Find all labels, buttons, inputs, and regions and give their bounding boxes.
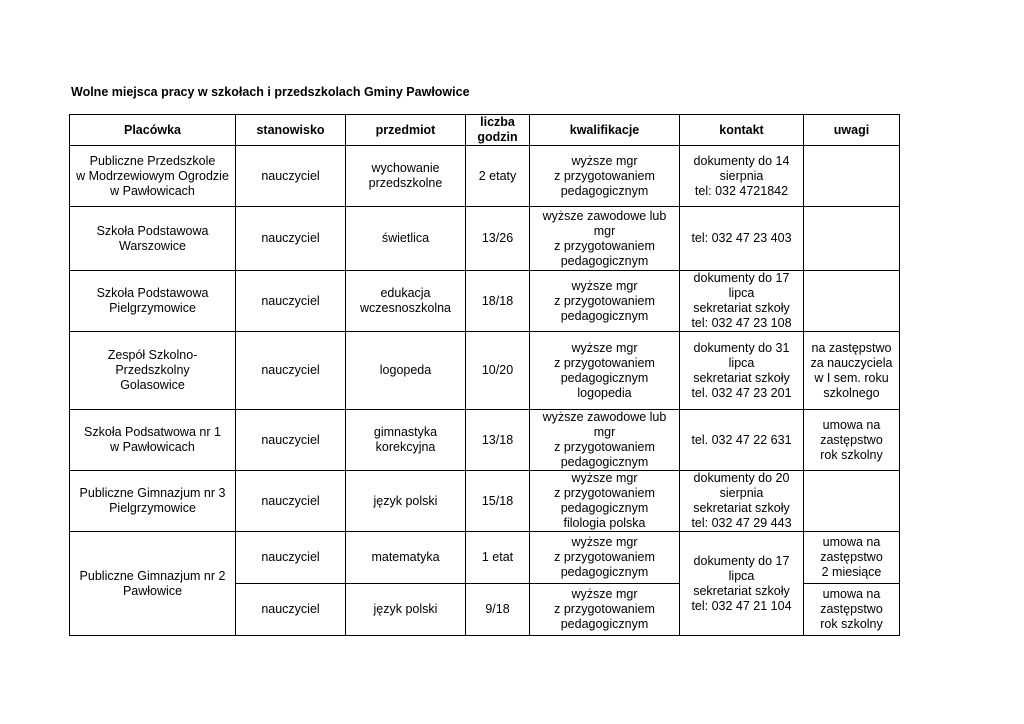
cell-godziny: 9/18 <box>466 584 530 636</box>
cell-uwagi: umowa na zastępstwo 2 miesiące <box>804 532 900 584</box>
cell-kontakt-group: dokumenty do 17 lipca sekretariat szkoły tel: 032 47 21 104 <box>680 532 804 636</box>
cell-kwalifikacje: wyższe mgr z przygotowaniem pedagogicznym <box>530 532 680 584</box>
cell-kontakt: dokumenty do 20 sierpnia sekretariat szkoły tel: 032 47 29 443 <box>680 471 804 532</box>
table-row <box>70 332 900 410</box>
cell-godziny: 15/18 <box>466 471 530 532</box>
header-stanowisko: stanowisko <box>236 115 346 146</box>
cell-kwalifikacje: wyższe mgr z przygotowaniem pedagogicznym <box>530 271 680 332</box>
table-row <box>70 271 900 332</box>
cell-kontakt: dokumenty do 17 lipca sekretariat szkoły tel: 032 47 23 108 <box>680 271 804 332</box>
cell-placowka-group: Publiczne Gimnazjum nr 2 Pawłowice <box>70 532 236 636</box>
table-row <box>70 207 900 271</box>
header-kontakt: kontakt <box>680 115 804 146</box>
cell-kwalifikacje: wyższe zawodowe lub mgr z przygotowaniem pedagogicznym <box>530 207 680 271</box>
cell-stanowisko: nauczyciel <box>236 146 346 207</box>
cell-przedmiot: świetlica <box>346 207 466 271</box>
table-row <box>70 410 900 471</box>
header-liczba-godzin: liczba godzin <box>466 115 530 146</box>
cell-kwalifikacje: wyższe zawodowe lub mgr z przygotowaniem pedagogicznym <box>530 410 680 471</box>
table-row <box>70 146 900 207</box>
cell-placowka: Szkoła Podstawowa Pielgrzymowice <box>70 271 236 332</box>
header-kwalifikacje: kwalifikacje <box>530 115 680 146</box>
cell-kwalifikacje: wyższe mgr z przygotowaniem pedagogicznym <box>530 584 680 636</box>
vacancies-table <box>69 114 900 636</box>
cell-uwagi <box>804 146 900 207</box>
cell-przedmiot: język polski <box>346 471 466 532</box>
cell-kontakt: dokumenty do 14 sierpnia tel: 032 4721842 <box>680 146 804 207</box>
cell-godziny: 10/20 <box>466 332 530 410</box>
cell-stanowisko: nauczyciel <box>236 271 346 332</box>
cell-kontakt: dokumenty do 31 lipca sekretariat szkoły tel. 032 47 23 201 <box>680 332 804 410</box>
cell-placowka: Szkoła Podsatwowa nr 1 w Pawłowicach <box>70 410 236 471</box>
cell-placowka: Publiczne Przedszkole w Modrzewiowym Ogrodzie w Pawłowicach <box>70 146 236 207</box>
cell-przedmiot: język polski <box>346 584 466 636</box>
cell-przedmiot: edukacja wczesnoszkolna <box>346 271 466 332</box>
cell-uwagi <box>804 207 900 271</box>
cell-przedmiot: gimnastyka korekcyjna <box>346 410 466 471</box>
cell-godziny: 18/18 <box>466 271 530 332</box>
cell-godziny: 13/18 <box>466 410 530 471</box>
cell-uwagi <box>804 271 900 332</box>
table-row <box>70 532 900 584</box>
table-header-row <box>70 115 900 146</box>
header-uwagi: uwagi <box>804 115 900 146</box>
cell-kwalifikacje: wyższe mgr z przygotowaniem pedagogicznym filologia polska <box>530 471 680 532</box>
cell-uwagi: na zastępstwo za nauczyciela w I sem. roku szkolnego <box>804 332 900 410</box>
cell-placowka: Szkoła Podstawowa Warszowice <box>70 207 236 271</box>
cell-kontakt: tel. 032 47 22 631 <box>680 410 804 471</box>
cell-kwalifikacje: wyższe mgr z przygotowaniem pedagogicznym logopedia <box>530 332 680 410</box>
cell-stanowisko: nauczyciel <box>236 584 346 636</box>
cell-uwagi: umowa na zastępstwo rok szkolny <box>804 410 900 471</box>
cell-godziny: 1 etat <box>466 532 530 584</box>
page-title: Wolne miejsca pracy w szkołach i przedszkolach Gminy Pawłowice <box>71 85 470 99</box>
cell-stanowisko: nauczyciel <box>236 332 346 410</box>
cell-uwagi <box>804 471 900 532</box>
cell-stanowisko: nauczyciel <box>236 532 346 584</box>
cell-kwalifikacje: wyższe mgr z przygotowaniem pedagogicznym <box>530 146 680 207</box>
cell-stanowisko: nauczyciel <box>236 410 346 471</box>
cell-przedmiot: logopeda <box>346 332 466 410</box>
header-placowka: Placówka <box>70 115 236 146</box>
cell-stanowisko: nauczyciel <box>236 471 346 532</box>
cell-uwagi: umowa na zastępstwo rok szkolny <box>804 584 900 636</box>
cell-przedmiot: matematyka <box>346 532 466 584</box>
cell-przedmiot: wychowanie przedszkolne <box>346 146 466 207</box>
cell-placowka: Publiczne Gimnazjum nr 3 Pielgrzymowice <box>70 471 236 532</box>
table-row <box>70 471 900 532</box>
header-przedmiot: przedmiot <box>346 115 466 146</box>
cell-stanowisko: nauczyciel <box>236 207 346 271</box>
cell-godziny: 13/26 <box>466 207 530 271</box>
cell-kontakt: tel: 032 47 23 403 <box>680 207 804 271</box>
cell-godziny: 2 etaty <box>466 146 530 207</box>
cell-placowka: Zespół Szkolno-Przedszkolny Golasowice <box>70 332 236 410</box>
